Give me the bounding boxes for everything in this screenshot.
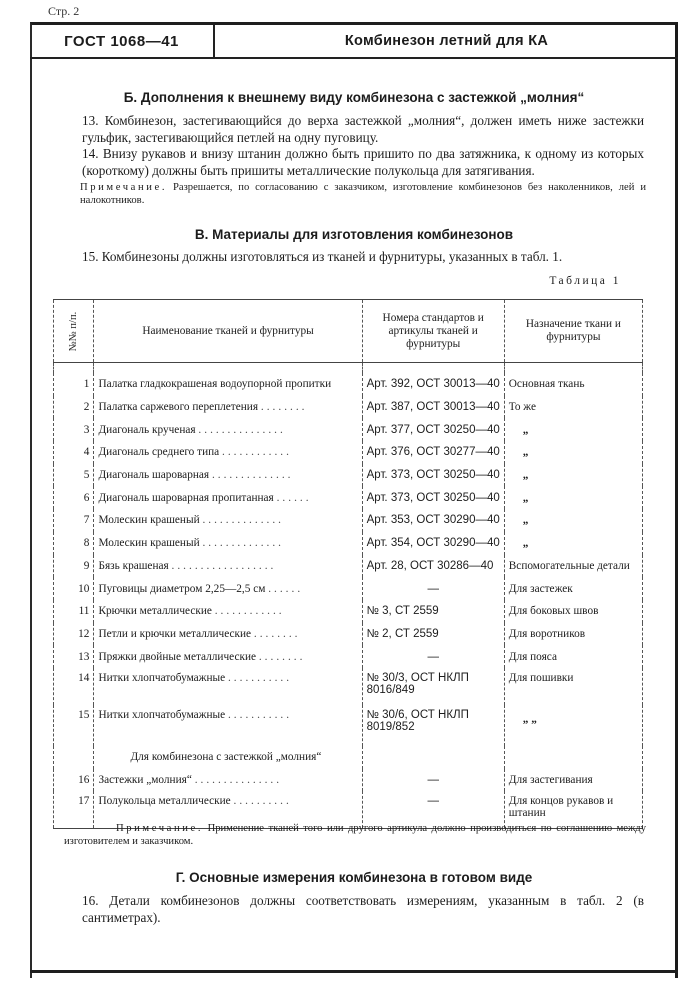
table-row: 15 Нитки хлопчатобумажные ........... № 30/6, ОСТ НКЛП 8019/852 „ „ xyxy=(54,705,643,746)
note-label: Примечание. xyxy=(80,182,168,193)
paragraph-13-text: 13. Комбинезон, застегивающийся до верха застежкой „молния“, должен иметь ниже застежки гульфик, застегивающийся петлей на одну пуговицу. xyxy=(82,113,644,145)
table-row: 12 Петли и крючки металлические ........ № 2, СТ 2559 Для воротников xyxy=(54,623,643,646)
table-row: 13 Пряжки двойные металлические ........ — Для пояса xyxy=(54,645,643,668)
header-number: №№ п/п. xyxy=(54,300,94,363)
table-caption: Таблица 1 xyxy=(549,275,621,287)
table-note xyxy=(64,822,646,848)
page-number: Стр. 2 xyxy=(48,4,80,18)
header-name: Наименование тканей и фурнитуры xyxy=(94,300,362,363)
page-frame-bottom-rule xyxy=(30,970,678,973)
table-row: 11 Крючки металлические ............ № 3, СТ 2559 Для боковых швов xyxy=(54,600,643,623)
table-note-text: Применение тканей того или другого артикула должно производиться по соглашению между изготовителем и заказчиком. xyxy=(64,823,646,847)
paragraph-16-text: 16. Детали комбинезонов должны соответствовать измерениям, указанным в табл. 2 (в сантиметрах). xyxy=(82,893,644,925)
section-b-note xyxy=(80,181,646,207)
header-standard: Номера стандартов и артикулы тканей и фурнитуры xyxy=(362,300,504,363)
table-row: 1 Палатка гладкокрашеная водоупорной пропитки Арт. 392, ОСТ 30013—40 Основная ткань xyxy=(54,373,643,396)
section-g-title: Г. Основные измерения комбинезона в готовом виде xyxy=(175,870,533,885)
table-row: 6 Диагональ шароварная пропитанная ...... Арт. 373, ОСТ 30250—40 „ xyxy=(54,486,643,509)
table-row: 16 Застежки „молния“ ............... — Для застегивания xyxy=(54,769,643,792)
paragraph-16 xyxy=(52,892,644,926)
table-row: 3 Диагональ крученая ............... Арт. 377, ОСТ 30250—40 „ xyxy=(54,418,643,441)
section-b-title: Б. Дополнения к внешнему виду комбинезона с застежкой „молния“ xyxy=(123,90,585,105)
note-text: Разрешается, по согласованию с заказчиком, изготовление комбинезонов без наколенников, лей и налокотников. xyxy=(80,182,646,206)
table-header-row xyxy=(54,300,643,363)
table-row: 4 Диагональ среднего типа ............ Арт. 376, ОСТ 30277—40 „ xyxy=(54,441,643,464)
header-purpose: Назначение ткани и фурнитуры xyxy=(504,300,642,363)
paragraph-14 xyxy=(52,145,644,179)
paragraph-14-text: 14. Внизу рукавов и внизу штанин должно быть пришито по два затяжника, к одному из которых (короткому) должны быть пришиты металлические полукольца для затягивания. xyxy=(82,146,644,178)
section-v-title: В. Материалы для изготовления комбинезонов xyxy=(194,227,514,242)
standard-number: ГОСТ 1068—41 xyxy=(30,25,215,57)
table-row: 10 Пуговицы диаметром 2,25—2,5 см ...... — Для застежек xyxy=(54,577,643,600)
paragraph-15: 15. Комбинезоны должны изготовляться из тканей и фурнитуры, указанных в табл. 1. xyxy=(82,249,563,264)
table-row: 14 Нитки хлопчатобумажные ........... № 30/3, ОСТ НКЛП 8016/849 Для пошивки xyxy=(54,668,643,705)
paragraph-13 xyxy=(52,112,644,146)
table-row: 7 Молескин крашеный .............. Арт. 353, ОСТ 30290—40 „ xyxy=(54,509,643,532)
table-row: 5 Диагональ шароварная .............. Арт. 373, ОСТ 30250—40 „ xyxy=(54,464,643,487)
table-row: 17 Полукольца металлические .......... — Для концов рукавов и штанин xyxy=(54,791,643,829)
table-row: 8 Молескин крашеный .............. Арт. 354, ОСТ 30290—40 „ xyxy=(54,532,643,555)
table-row: 2 Палатка саржевого переплетения ........ Арт. 387, ОСТ 30013—40 То же xyxy=(54,396,643,419)
table-note-label: Примечание. xyxy=(116,823,204,834)
table-subheading-row: Для комбинезона с застежкой „молния“ xyxy=(54,746,643,769)
document-header xyxy=(30,25,678,59)
document-title: Комбинезон летний для КА xyxy=(344,33,549,49)
table-row: 9 Бязь крашеная .................. Арт. 28, ОСТ 30286—40 Вспомогательные детали xyxy=(54,555,643,578)
materials-table xyxy=(53,299,643,829)
